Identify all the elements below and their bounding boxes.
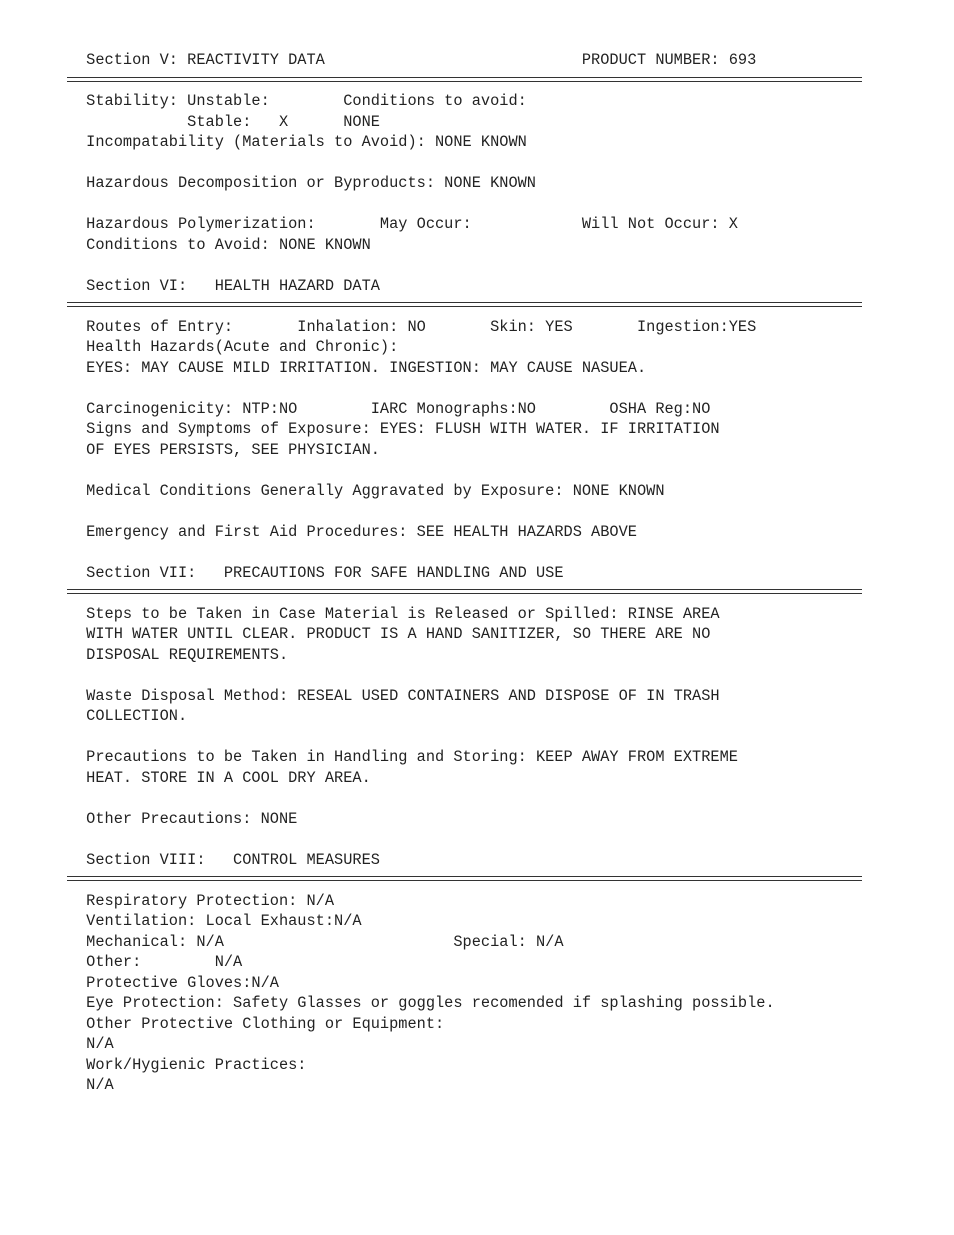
text-line: Precautions to be Taken in Handling and Storing: KEEP AWAY FROM EXTREME [77, 748, 738, 766]
text-line: Conditions to Avoid: NONE KNOWN [77, 235, 371, 254]
text-line: Section VIII: CONTROL MEASURES [77, 850, 380, 869]
text-line: Waste Disposal Method: RESEAL USED CONTAINERS AND DISPOSE OF IN TRASH [77, 686, 720, 705]
blank-line [67, 255, 867, 276]
text-line: Routes of Entry: Inhalation: NO Skin: YES Ingestion:YES [77, 317, 757, 336]
text-line: Section V: REACTIVITY DATA PRODUCT NUMBER: 693 [77, 51, 757, 69]
blank-line [67, 727, 867, 748]
text-line: EYES: MAY CAUSE MILD IRRITATION. INGESTION: MAY CAUSE NASUEA. [77, 358, 647, 377]
text-line: N/A [77, 1035, 114, 1053]
text-line: Other Protective Clothing or Equipment: [77, 1014, 445, 1033]
text-line: Emergency and First Aid Procedures: SEE HEALTH HAZARDS ABOVE [77, 522, 637, 541]
text-line: Section VI: HEALTH HAZARD DATA [77, 276, 380, 295]
text-line: Other: N/A [77, 953, 243, 971]
blank-line [67, 501, 867, 522]
blank-line [67, 194, 867, 215]
blank-line [67, 665, 867, 686]
text-line: Respiratory Protection: N/A [77, 891, 335, 910]
text-line: Medical Conditions Generally Aggravated by Exposure: NONE KNOWN [77, 481, 665, 500]
section-divider [67, 71, 867, 92]
msds-page [67, 50, 867, 1096]
section-divider [67, 296, 867, 317]
text-line: Steps to be Taken in Case Material is Released or Spilled: RINSE AREA [77, 604, 720, 623]
text-line: Carcinogenicity: NTP:NO IARC Monographs:NO OSHA Reg:NO [77, 399, 711, 418]
text-line: HEAT. STORE IN A COOL DRY AREA. [77, 768, 371, 787]
text-line: Ventilation: Local Exhaust:N/A [77, 912, 362, 930]
blank-line [67, 153, 867, 174]
text-line: DISPOSAL REQUIREMENTS. [77, 645, 289, 664]
text-line: Signs and Symptoms of Exposure: EYES: FLUSH WITH WATER. IF IRRITATION [77, 420, 720, 438]
text-line: Incompatability (Materials to Avoid): NONE KNOWN [77, 133, 527, 151]
blank-line [67, 829, 867, 850]
text-line: OF EYES PERSISTS, SEE PHYSICIAN. [77, 440, 380, 459]
text-line: Eye Protection: Safety Glasses or goggles recomended if splashing possible. [77, 994, 775, 1012]
text-line: Section VII: PRECAUTIONS FOR SAFE HANDLING AND USE [77, 563, 564, 582]
text-line: N/A [77, 1076, 114, 1094]
blank-line [67, 460, 867, 481]
text-line: Mechanical: N/A Special: N/A [77, 932, 564, 951]
section-divider [67, 870, 867, 891]
text-line: Health Hazards(Acute and Chronic): [77, 338, 399, 356]
text-line: Stable: X NONE [77, 112, 380, 131]
blank-line [67, 788, 867, 809]
text-line: Stability: Unstable: Conditions to avoid: [77, 92, 527, 110]
section-divider [67, 583, 867, 604]
text-line: Work/Hygienic Practices: [77, 1055, 307, 1074]
blank-line [67, 378, 867, 399]
text-line: Hazardous Polymerization: May Occur: Will Not Occur: X [77, 215, 738, 233]
blank-line [67, 542, 867, 563]
text-line: Hazardous Decomposition or Byproducts: NONE KNOWN [77, 174, 536, 192]
text-line: WITH WATER UNTIL CLEAR. PRODUCT IS A HAND SANITIZER, SO THERE ARE NO [77, 625, 711, 643]
text-line: COLLECTION. [77, 707, 188, 725]
text-line: Other Precautions: NONE [77, 809, 298, 828]
text-line: Protective Gloves:N/A [77, 973, 279, 992]
